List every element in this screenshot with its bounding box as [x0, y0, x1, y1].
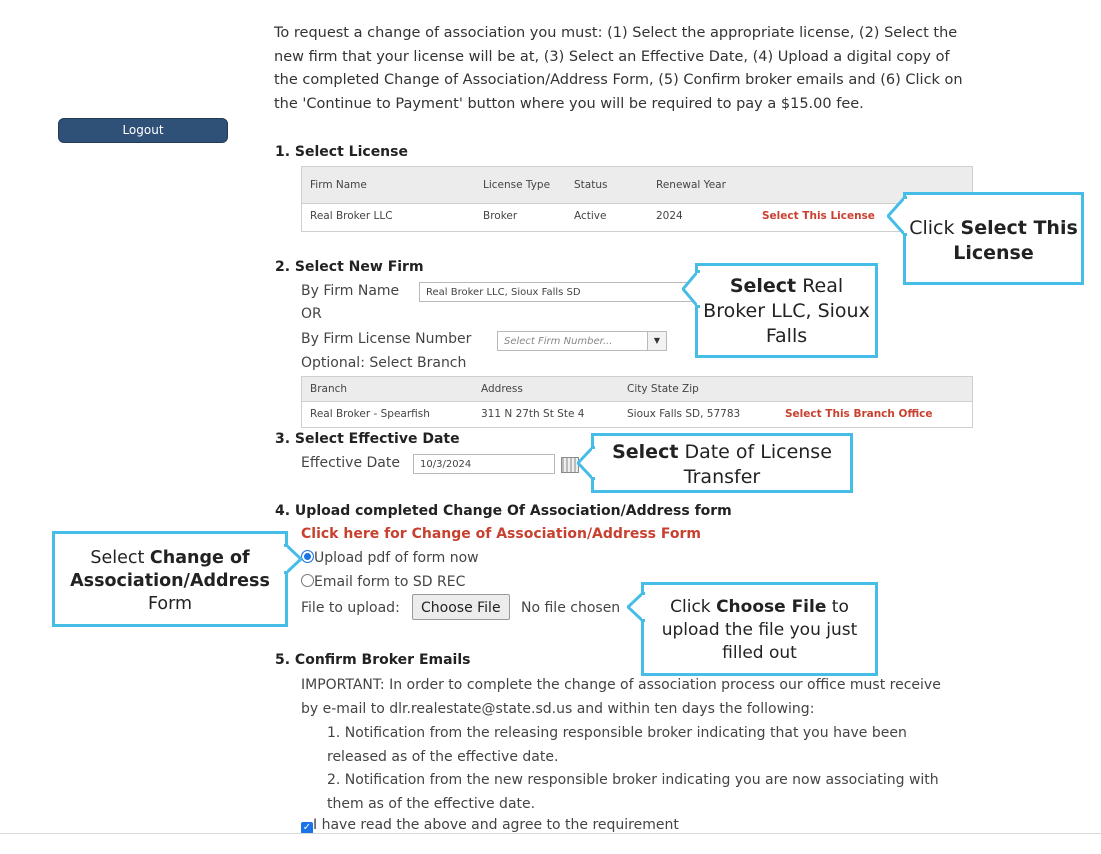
checkbox-checked-icon[interactable]: ✓: [302, 822, 312, 833]
firm-number-placeholder: Select Firm Number...: [504, 336, 613, 347]
branch-table: [301, 376, 973, 428]
file-upload-label: File to upload:: [301, 600, 400, 616]
intro-text: To request a change of association you must: (1) Select the appropriate license, (2) Select the new firm that your license will be at, (3) Select an Effective Date, (4) Upload a digital copy of the completed Change of Association/Address Form, (5) Confirm broker emails and (6) Click on the 'Continue to Payment' button where you will be required to pay a $15.00 fee.: [274, 25, 963, 112]
col-branch-action: [777, 377, 972, 401]
or-label: OR: [301, 306, 322, 322]
section-3-title: 3. Select Effective Date: [275, 431, 460, 447]
logout-button[interactable]: Logout: [58, 118, 228, 143]
radio-email-label: Email form to SD REC: [314, 574, 466, 590]
cell-city: Sioux Falls SD, 57783: [627, 407, 741, 420]
radio-upload-option[interactable]: [301, 550, 479, 566]
choose-file-button[interactable]: Choose File: [412, 594, 510, 620]
chevron-down-icon[interactable]: ▼: [647, 332, 666, 350]
firm-name-input[interactable]: Real Broker LLC, Sioux Falls SD: [419, 282, 694, 302]
radio-selected-icon[interactable]: [301, 550, 314, 563]
radio-unselected-icon[interactable]: [301, 574, 314, 587]
callout-choose-file: Click Choose File to upload the file you just filled out: [641, 582, 878, 676]
effective-date-label: Effective Date: [301, 455, 400, 471]
by-firm-number-label: By Firm License Number: [301, 331, 472, 347]
effective-date-input[interactable]: 10/3/2024: [413, 454, 555, 474]
requirement-item-1: 1. Notification from the releasing responsible broker indicating that you have been released as of the effective date.: [327, 725, 907, 765]
cell-branch: Real Broker - Spearfish: [310, 407, 430, 420]
callout-select-license: Click Select This License: [903, 192, 1084, 285]
important-text: IMPORTANT: In order to complete the change of association process our office must receive by e-mail to dlr.realestate@state.sd.us and within ten days the following:: [301, 677, 941, 717]
optional-branch-label: Optional: Select Branch: [301, 355, 467, 371]
cell-status: Active: [574, 209, 607, 222]
table-row: [302, 401, 972, 426]
select-branch-link[interactable]: Select This Branch Office: [785, 407, 933, 420]
col-renewal-year: Renewal Year: [648, 167, 754, 203]
callout-select-date: Select Date of License Transfer: [591, 433, 853, 493]
section-4-title: 4. Upload completed Change Of Association/Address form: [275, 503, 732, 519]
callout-pointer: [887, 196, 907, 236]
section-1-title: 1. Select License: [275, 144, 408, 160]
radio-email-option[interactable]: [301, 574, 465, 590]
requirement-item-2: 2. Notification from the new responsible broker indicating you are now associating with them as of the effective date.: [327, 772, 939, 812]
col-city-state-zip: City State Zip: [619, 377, 777, 401]
form-download-link[interactable]: Click here for Change of Association/Address Form: [301, 526, 701, 542]
cell-year: 2024: [656, 209, 683, 222]
select-license-link[interactable]: Select This License: [762, 209, 875, 222]
callout-select-form: Select Change of Association/Address Form: [52, 531, 288, 627]
callout-pointer: [627, 592, 645, 622]
section-5-title: 5. Confirm Broker Emails: [275, 652, 471, 668]
cell-type: Broker: [483, 209, 518, 222]
no-file-text: No file chosen: [521, 600, 621, 616]
license-table: [301, 166, 973, 232]
col-status: Status: [566, 167, 648, 203]
callout-pointer: [577, 446, 595, 480]
agree-checkbox-row[interactable]: [301, 817, 679, 834]
callout-select-firm: Select Real Broker LLC, Sioux Falls: [695, 263, 878, 358]
radio-upload-label: Upload pdf of form now: [314, 550, 479, 566]
callout-pointer: [682, 270, 700, 308]
col-address: Address: [473, 377, 619, 401]
callout-pointer: [284, 544, 302, 574]
firm-number-select[interactable]: [497, 331, 667, 351]
agree-label: I have read the above and agree to the requirement: [313, 817, 679, 833]
by-firm-name-label: By Firm Name: [301, 283, 400, 299]
section-2-title: 2. Select New Firm: [275, 259, 424, 275]
col-branch: Branch: [302, 377, 473, 401]
divider: [0, 833, 1101, 834]
cell-firm: Real Broker LLC: [310, 209, 393, 222]
col-license-type: License Type: [475, 167, 566, 203]
col-firm-name: Firm Name: [302, 167, 475, 203]
table-row: [302, 203, 972, 228]
cell-address: 311 N 27th St Ste 4: [481, 407, 585, 420]
